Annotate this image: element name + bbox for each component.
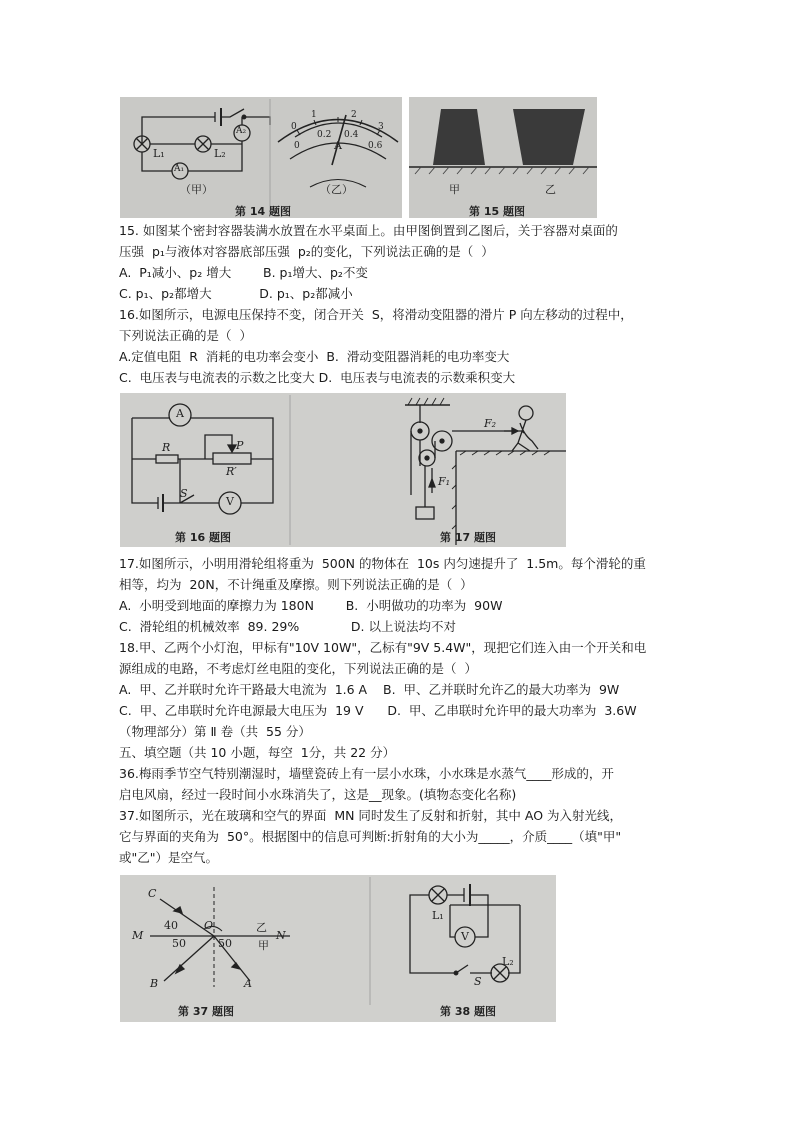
fig14-L2-label: L₂	[214, 147, 226, 160]
fig15-yi-label: 乙	[545, 183, 556, 196]
fig17-F1-label: F₁	[438, 475, 451, 488]
fig17-F2-label: F₂	[484, 417, 497, 430]
q37-line-2: 它与界面的夹角为 50°。根据图中的信息可判断:折射角的大小为_____，介质____（填"甲"	[119, 829, 622, 844]
q18-option-c-d: C. 甲、乙串联时允许电源最大电压为 19 V D. 甲、乙串联时允许甲的最大功率为 3.6W	[119, 703, 637, 718]
q17-option-c-d: C. 滑轮组的机械效率 89. 29% D. 以上说法均不对	[119, 619, 456, 634]
fig37-A-label: A	[244, 977, 252, 990]
q16-option-c-d: C. 电压表与电流表的示数之比变大 D. 电压表与电流表的示数乘积变大	[119, 370, 516, 385]
figure-16-17	[120, 393, 566, 547]
q18-line-1: 18.甲、乙两个小灯泡，甲标有"10V 10W"，乙标有"9V 5.4W"，现把它们连入由一个开关和电	[119, 640, 647, 655]
fig16-caption: 第 16 题图	[175, 531, 231, 544]
fig14-jia-label: （甲）	[180, 183, 213, 196]
q15-line-1: 15. 如图某个密封容器装满水放置在水平桌面上。由甲图倒置到乙图后，关于容器对桌面的	[119, 223, 618, 238]
section-subtitle: 五、填空题（共 10 小题，每空 1分，共 22 分）	[119, 745, 396, 760]
q17-line-1: 17.如图所示，小明用滑轮组将重为 500N 的物体在 10s 内匀速提升了 1.5m。每个滑轮的重	[119, 556, 646, 571]
fig14-caption: 第 14 题图	[235, 205, 291, 218]
fig16-S-label: S	[180, 487, 188, 500]
fig16-Rprime-label: R′	[226, 465, 237, 478]
fig37-O-label: O	[204, 919, 214, 932]
fig14-scale-bottom-1: 0.2	[317, 130, 332, 140]
fig14-unit-label: A	[334, 139, 342, 152]
fig14-scale-top-1: 1	[311, 110, 317, 120]
figure-15	[409, 97, 597, 218]
fig14-L1-label: L₁	[153, 147, 165, 160]
fig37-C-label: C	[148, 887, 157, 900]
q16-option-a-b: A.定值电阻 R 消耗的电功率会变小 B. 滑动变阻器消耗的电功率变大	[119, 349, 510, 364]
q15-option-a-b: A. P₁减小、p₂ 增大 B. p₁增大、p₂不变	[119, 265, 368, 280]
figure-37-38	[120, 875, 556, 1022]
fig37-angle-50-left-label: 50	[172, 937, 186, 950]
fig37-N-label: N	[276, 929, 286, 942]
fig37-yi-label: 乙	[256, 921, 267, 934]
fig14-A1-label: A₁	[174, 164, 185, 174]
fig14-scale-top-3: 3	[378, 122, 384, 132]
fig37-M-label: M	[132, 929, 144, 942]
fig37-angle-50-right-label: 50	[218, 937, 232, 950]
fig37-caption: 第 37 题图	[178, 1005, 234, 1018]
fig16-ammeter-label: A	[176, 407, 184, 420]
section-title: （物理部分）第 Ⅱ 卷（共 55 分）	[119, 724, 311, 739]
fig38-S-label: S	[474, 975, 482, 988]
q15-option-c-d: C. p₁、p₂都增大 D. p₁、p₂都减小	[119, 286, 353, 301]
fig16-voltmeter-label: V	[226, 495, 234, 508]
q16-line-1: 16.如图所示，电源电压保持不变，闭合开关 S，将滑动变阻器的滑片 P 向左移动的过程中，	[119, 307, 633, 322]
fig38-L2-label: L₂	[502, 955, 514, 968]
q36-line-1: 36.梅雨季节空气特别潮湿时，墙壁瓷砖上有一层小水珠，小水珠是水蒸气____形成的，开	[119, 766, 614, 781]
fig14-scale-top-0: 0	[291, 122, 297, 132]
figure-16-17-drawing	[120, 393, 566, 547]
q18-option-a-b: A. 甲、乙并联时允许干路最大电流为 1.6 A B. 甲、乙并联时允许乙的最大功率为 9W	[119, 682, 620, 697]
fig15-jia-label: 甲	[449, 183, 460, 196]
q16-line-2: 下列说法正确的是（ ）	[119, 328, 252, 343]
q15-line-2: 压强 p₁与液体对容器底部压强 p₂的变化，下列说法正确的是（ ）	[119, 244, 494, 259]
fig38-voltmeter-label: V	[461, 930, 469, 943]
fig17-caption: 第 17 题图	[440, 531, 496, 544]
q17-option-a-b: A. 小明受到地面的摩擦力为 180N B. 小明做功的功率为 90W	[119, 598, 503, 613]
fig15-caption: 第 15 题图	[469, 205, 525, 218]
fig14-scale-bottom-0: 0	[294, 141, 300, 151]
q37-line-1: 37.如图所示，光在玻璃和空气的界面 MN 同时发生了反射和折射，其中 AO 为入射光线，	[119, 808, 623, 823]
fig14-scale-top-2: 2	[351, 110, 357, 120]
q37-line-3: 或"乙"）是空气。	[119, 850, 218, 865]
figure-14	[120, 97, 402, 218]
fig16-R-label: R	[162, 441, 171, 454]
fig14-yi-label: （乙）	[320, 183, 353, 196]
fig37-B-label: B	[150, 977, 159, 990]
fig16-P-label: P	[236, 439, 244, 452]
q36-line-2: 启电风扇，经过一段时间小水珠消失了，这是__现象。(填物态变化名称)	[119, 787, 517, 802]
q17-line-2: 相等，均为 20N，不计绳重及摩擦。则下列说法正确的是（ ）	[119, 577, 473, 592]
fig14-scale-bottom-3: 0.6	[368, 141, 383, 151]
fig38-caption: 第 38 题图	[440, 1005, 496, 1018]
fig37-angle-40-label: 40	[164, 919, 178, 932]
q18-line-2: 源组成的电路，不考虑灯丝电阻的变化，下列说法正确的是（ ）	[119, 661, 477, 676]
fig14-scale-bottom-2: 0.4	[344, 130, 359, 140]
figure-15-drawing	[409, 97, 597, 218]
fig14-A2-label: A₂	[236, 126, 247, 136]
fig38-L1-label: L₁	[432, 909, 444, 922]
fig37-jia-label: 甲	[258, 939, 269, 952]
